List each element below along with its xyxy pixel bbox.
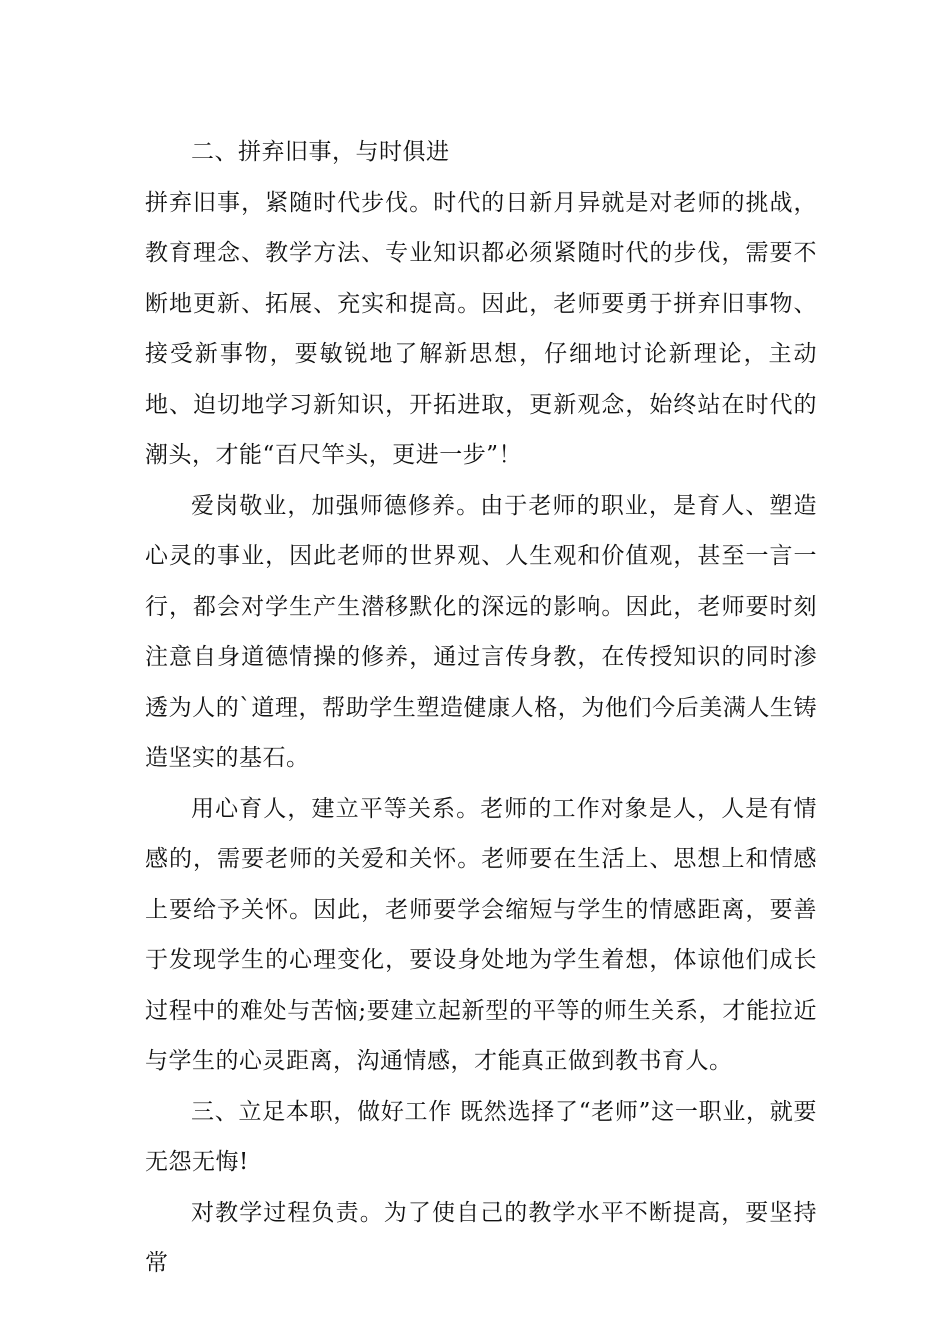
section-heading-2: 二、拼弃旧事，与时俱进 bbox=[191, 139, 450, 165]
paragraph-equal-relationship: 用心育人，建立平等关系。老师的工作对象是人，人是有情感的，需要老师的关爱和关怀。老师要在生活上、思想上和情感上要给予关怀。因此，老师要学会缩短与学生的情感距离，要善于发现学生的心理变化，要设身处地为学生着想，体谅他们成长过程中的难处与苦恼;要建立起新型的平等的师生关系，才能拉近与学生的心灵距离，沟通情感，才能真正做到教书育人。 bbox=[145, 795, 817, 1074]
paragraph-teaching-process: 对教学过程负责。为了使自己的教学水平不断提高，要坚持常 bbox=[145, 1199, 817, 1276]
paragraph-abandon-old: 拼弃旧事，紧随时代步伐。时代的日新月异就是对老师的挑战，教育理念、教学方法、专业知识都必须紧随时代的步伐，需要不断地更新、拓展、充实和提高。因此，老师要勇于拼弃旧事物、接受新事物，要敏锐地了解新思想，仔细地讨论新理论，主动地、迫切地学习新知识，开拓进取，更新观念，始终站在时代的潮头，才能“百尺竿头，更进一步”！ bbox=[145, 189, 817, 468]
paragraph-professional-ethics: 爱岗敬业，加强师德修养。由于老师的职业，是育人、塑造心灵的事业，因此老师的世界观、人生观和价值观，甚至一言一行，都会对学生产生潜移默化的深远的影响。因此，老师要时刻注意自身道德情操的修养，通过言传身教，在传授知识的同时渗透为人的`道理，帮助学生塑造健康人格，为他们今后美满人生铸造坚实的基石。 bbox=[145, 492, 817, 771]
document-body bbox=[145, 127, 817, 1289]
section-heading-3: 三、立足本职，做好工作 既然选择了“老师”这一职业，就要无怨无悔! bbox=[145, 1098, 817, 1175]
